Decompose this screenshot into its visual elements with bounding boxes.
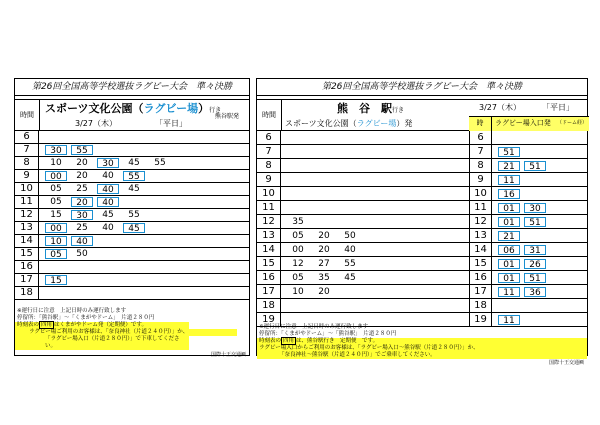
hour-cell-2: 19	[470, 313, 492, 326]
hour-cell: 10	[15, 183, 39, 195]
minute-cell: 45	[128, 184, 140, 194]
minute-cell: 55	[128, 210, 140, 220]
hour-cell: 17	[15, 274, 39, 286]
hour-cell-2: 15	[470, 257, 492, 270]
operator-name: 国際十王交通㈱	[210, 352, 246, 358]
minute-cell: 00	[45, 171, 67, 181]
minute-cell: 20	[318, 287, 330, 297]
minute-cell: 36	[524, 287, 546, 297]
hour-cell: 9	[257, 173, 281, 186]
hour-cell: 18	[257, 299, 281, 312]
minute-cell: 35	[292, 217, 304, 227]
minute-cell: 11	[498, 315, 520, 325]
minute-cell: 40	[344, 245, 356, 255]
note-box-legend: 時刻表の 四角 はくまがやドーム発（定期便）です。	[15, 322, 189, 329]
hour-cell: 15	[15, 248, 39, 260]
table-row	[257, 299, 587, 313]
minute-cell: 05	[45, 249, 67, 259]
rugby-entrance-cell	[469, 285, 590, 298]
minute-cell: 40	[102, 223, 114, 233]
destination-label: スポーツ文化公園（ラグビー場）行き	[45, 102, 222, 115]
minute-cell: 12	[292, 259, 304, 269]
hour-cell: 19	[257, 313, 281, 326]
table-row	[257, 215, 587, 229]
minute-cell: 11	[498, 287, 520, 297]
rugby-entrance-cell	[469, 145, 590, 158]
rugby-entrance-cell	[469, 299, 590, 312]
minute-cell: 05	[292, 231, 304, 241]
minute-cell: 50	[344, 231, 356, 241]
minute-cell: 06	[498, 245, 520, 255]
table-row	[15, 235, 249, 248]
rugby-entrance-cell	[469, 257, 590, 270]
hour-cell-2: 14	[470, 243, 492, 256]
hour-cell-2: 12	[470, 215, 492, 228]
panel-title: 第26回全国高等学校選抜ラグビー大会 準々決勝	[257, 79, 587, 96]
service-date: 3/27（木）	[75, 119, 117, 128]
table-row	[257, 257, 587, 271]
minute-cell: 55	[344, 259, 356, 269]
minute-cell: 51	[524, 161, 546, 171]
table-row	[257, 173, 587, 187]
minute-cell: 20	[318, 231, 330, 241]
hour-cell: 14	[15, 235, 39, 247]
hour-cell: 13	[257, 229, 281, 242]
note-box-legend: 時刻表の 四角 は、熊谷駅行き 定期便 です。 ラグビー場入口からご利用のお客様は、「ラグビー場入口～熊谷駅（片道２８０円）」か、 「奈良神社～熊谷駅（片道２４０円）」でご乗車してください。	[257, 338, 587, 359]
table-row	[15, 183, 249, 196]
timetable-header	[257, 100, 587, 131]
minute-cell: 01	[498, 273, 520, 283]
notes-block	[257, 324, 587, 366]
note-stops: 停留所：「熊谷駅」～「くまがやドーム」 片道２８０円	[17, 315, 155, 321]
table-row	[15, 287, 249, 300]
hour-cell: 14	[257, 243, 281, 256]
dome-via-note: （ドーム経）	[557, 120, 588, 126]
hour-cell-2: 13	[470, 229, 492, 242]
minute-cell: 45	[123, 223, 145, 233]
service-date: 3/27（木）	[479, 103, 521, 112]
table-row	[257, 159, 587, 173]
hour-cell: 7	[15, 144, 39, 156]
minute-cell: 30	[71, 210, 93, 220]
table-row	[257, 201, 587, 215]
minute-cell: 40	[71, 236, 93, 246]
hour-cell: 12	[257, 215, 281, 228]
minute-cell: 26	[524, 259, 546, 269]
minute-cell: 11	[498, 175, 520, 185]
note-service-days: ※運行日に注意 上記日時のみ運行致します	[17, 308, 127, 314]
hour-cell: 6	[15, 131, 39, 143]
table-row	[257, 131, 587, 145]
table-row	[15, 157, 249, 170]
hour-cell: 11	[15, 196, 39, 208]
hour-cell-2: 7	[470, 145, 492, 158]
table-row	[15, 274, 249, 287]
minute-cell: 27	[318, 259, 330, 269]
departure-station: 熊谷駅発	[215, 113, 240, 120]
note-rugby-field-1: ラグビー場ご利用のお客様は、「奈良神社（片道２４０円）」か、	[15, 329, 237, 336]
minute-cell: 10	[50, 158, 62, 168]
minute-cell: 10	[45, 236, 67, 246]
minute-cell: 10	[292, 287, 304, 297]
day-type: 「平日」	[155, 119, 187, 128]
minute-cell: 40	[97, 184, 119, 194]
timetable-header	[15, 100, 249, 131]
minute-cell: 00	[292, 245, 304, 255]
table-row	[15, 144, 249, 157]
hour-cell: 16	[15, 261, 39, 273]
table-row	[15, 261, 249, 274]
rugby-entrance-cell	[469, 243, 590, 256]
operator-name: 国際十王交通㈱	[548, 360, 584, 366]
rugby-entrance-cell	[469, 187, 590, 200]
table-row	[15, 248, 249, 261]
departure-stop: スポーツ文化公園（ラグビー場）発	[285, 119, 413, 128]
hour-cell-2: 17	[470, 285, 492, 298]
hour-column-label: 時間	[257, 100, 282, 130]
minute-cell: 30	[524, 203, 546, 213]
table-row	[257, 285, 587, 299]
table-row	[257, 145, 587, 159]
hour-cell-2: 10	[470, 187, 492, 200]
note-rugby-field-2: 「ラグビー場入口（片道２８０円）」で下車してください。	[15, 336, 189, 350]
minute-cell: 16	[498, 189, 520, 199]
table-row	[15, 222, 249, 235]
notes-block	[15, 308, 249, 358]
hour-cell: 11	[257, 201, 281, 214]
hour-cell: 8	[257, 159, 281, 172]
note-stops: 停留所：「くまがやドーム」～「熊谷駅」 片道２８０円	[259, 331, 397, 337]
table-row	[15, 170, 249, 183]
minute-cell: 20	[71, 197, 93, 207]
table-row	[257, 271, 587, 285]
minute-cell: 51	[498, 147, 520, 157]
rugby-entrance-cell	[469, 229, 590, 242]
minute-cell: 30	[45, 145, 67, 155]
minute-cell: 55	[71, 145, 93, 155]
hour-cell: 15	[257, 257, 281, 270]
minute-cell: 21	[498, 161, 520, 171]
hour-cell: 6	[257, 131, 281, 144]
hour-column-label-2: 時	[469, 117, 492, 131]
hour-cell: 13	[15, 222, 39, 234]
minute-cell: 45	[102, 210, 114, 220]
minute-cell: 15	[50, 210, 62, 220]
minute-cell: 35	[318, 273, 330, 283]
hour-cell-2: 16	[470, 271, 492, 284]
minute-cell: 31	[524, 245, 546, 255]
hour-cell: 18	[15, 287, 39, 299]
timetable-rows	[257, 131, 587, 327]
minute-cell: 20	[318, 245, 330, 255]
minute-cell: 01	[498, 259, 520, 269]
minute-cell: 00	[45, 223, 67, 233]
hour-cell: 7	[257, 145, 281, 158]
minute-cell: 45	[128, 158, 140, 168]
panel-title: 第26回全国高等学校選抜ラグビー大会 準々決勝	[15, 79, 249, 96]
minute-cell: 01	[498, 217, 520, 227]
timetable-to-sports-park	[14, 78, 250, 356]
minute-cell: 51	[524, 217, 546, 227]
hour-cell: 8	[15, 157, 39, 169]
day-type: 「平日」	[542, 103, 574, 112]
hour-cell-2: 18	[470, 299, 492, 312]
minute-cell: 15	[45, 275, 67, 285]
minute-cell: 05	[50, 197, 62, 207]
minute-cell: 25	[76, 184, 88, 194]
minute-cell: 55	[123, 171, 145, 181]
minute-cell: 40	[97, 197, 119, 207]
hour-cell: 10	[257, 187, 281, 200]
hour-cell: 16	[257, 271, 281, 284]
rugby-entrance-cell	[469, 131, 590, 144]
rugby-entrance-cell	[469, 271, 590, 284]
table-row	[15, 209, 249, 222]
table-row	[15, 131, 249, 144]
hour-cell-2: 9	[470, 173, 492, 186]
minute-cell: 30	[97, 158, 119, 168]
hour-cell: 9	[15, 170, 39, 182]
minute-cell: 01	[498, 203, 520, 213]
minute-cell: 05	[50, 184, 62, 194]
rugby-entrance-cell	[469, 215, 590, 228]
hour-cell-2: 11	[470, 201, 492, 214]
rugby-entrance-cell	[469, 201, 590, 214]
minute-cell: 25	[76, 223, 88, 233]
rugby-entrance-cell	[469, 173, 590, 186]
hour-cell-2: 8	[470, 159, 492, 172]
minute-cell: 40	[102, 171, 114, 181]
minute-cell: 45	[344, 273, 356, 283]
minute-cell: 21	[498, 231, 520, 241]
minute-cell: 55	[154, 158, 166, 168]
rugby-entrance-cell	[469, 159, 590, 172]
destination-label: 熊 谷 駅行き	[337, 102, 405, 115]
rugby-entrance-label: ラグビー場入口発	[495, 119, 551, 127]
timetable-rows	[15, 131, 249, 300]
minute-cell: 50	[76, 249, 88, 259]
table-row	[257, 229, 587, 243]
timetable-to-kumagaya-station	[256, 78, 588, 366]
minute-cell: 51	[524, 273, 546, 283]
table-row	[257, 187, 587, 201]
hour-column-label: 時間	[15, 100, 40, 130]
rugby-entrance-header	[469, 116, 589, 131]
hour-cell: 17	[257, 285, 281, 298]
note-service-days: ※運行日に注意 上記日時のみ運行致します	[259, 324, 369, 330]
minute-cell: 20	[76, 171, 88, 181]
minute-cell: 20	[76, 158, 88, 168]
hour-cell: 12	[15, 209, 39, 221]
hour-cell-2: 6	[470, 131, 492, 144]
minute-cell: 05	[292, 273, 304, 283]
table-row	[257, 243, 587, 257]
table-row	[15, 196, 249, 209]
